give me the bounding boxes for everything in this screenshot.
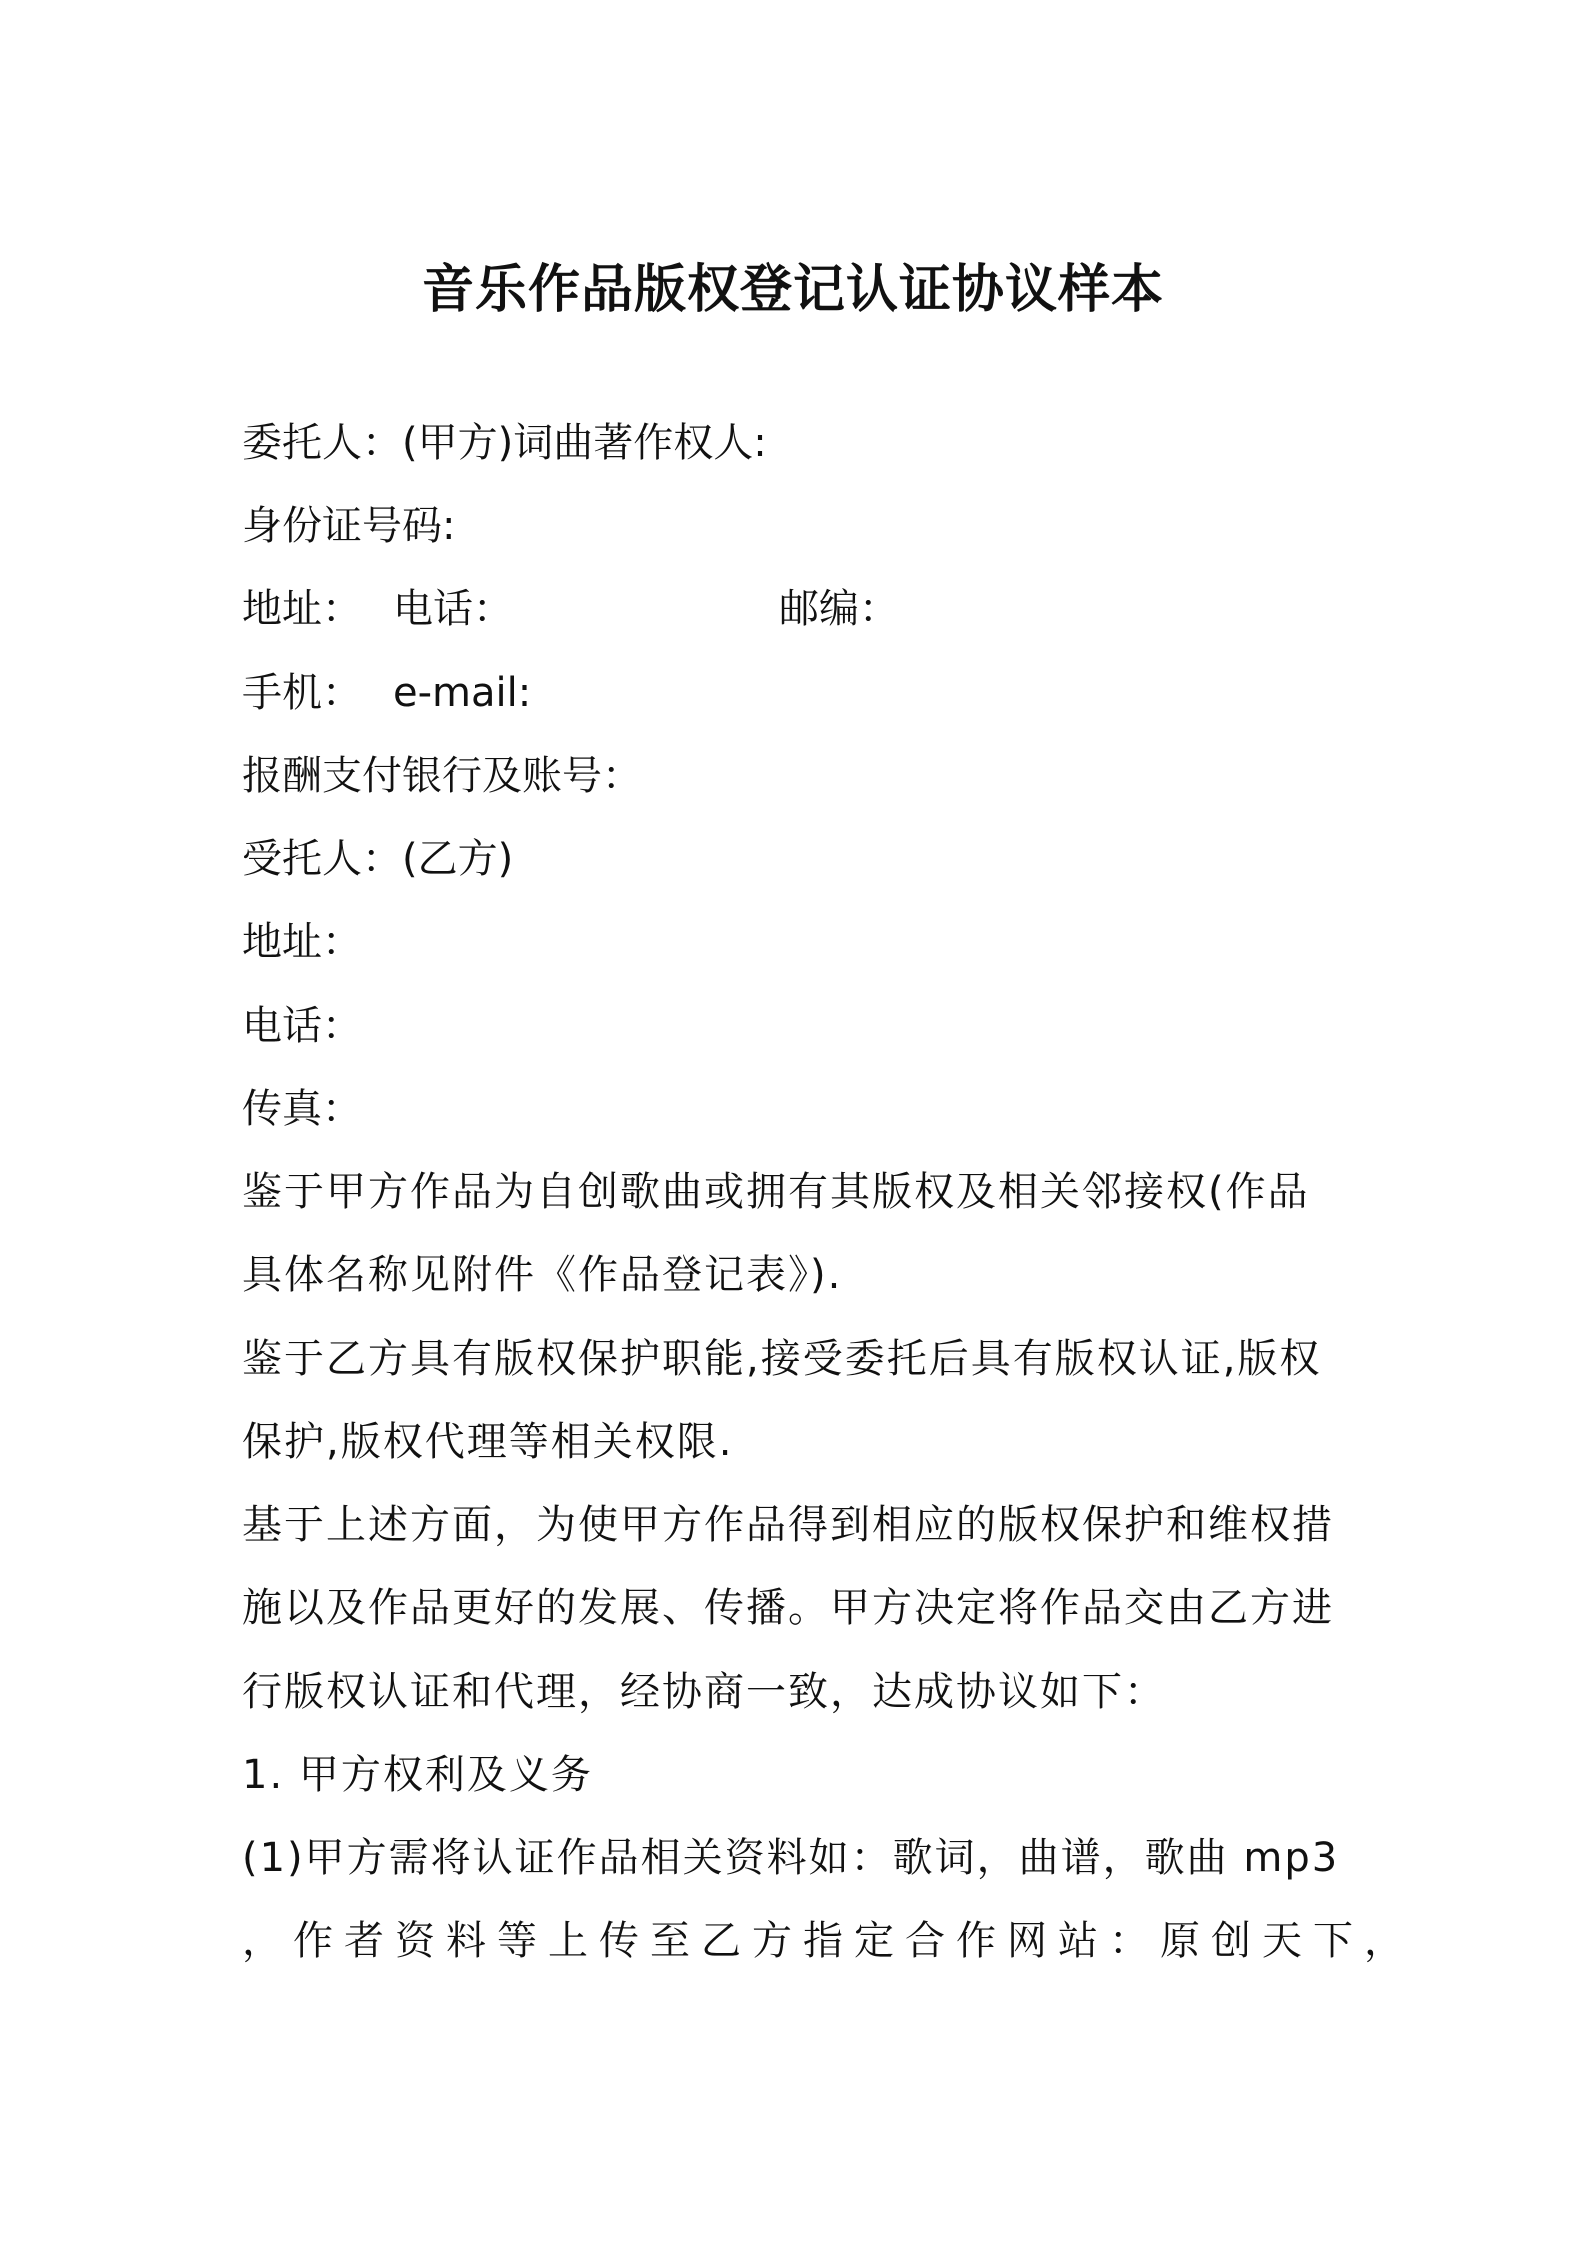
party-a-address-label: 地址：: [242, 586, 362, 632]
party-a-label: 委托人：(甲方)词曲著作权人:: [242, 420, 767, 466]
clause-1-line-1: (1)甲方需将认证作品相关资料如：歌词，曲谱，歌曲 mp3: [242, 1835, 1340, 1881]
paragraph-2-line-2: 保护,版权代理等相关权限.: [242, 1419, 734, 1465]
party-a-email-label: e-mail:: [393, 670, 532, 716]
paragraph-3-line-2: 施以及作品更好的发展、传播。甲方决定将作品交由乙方进: [242, 1585, 1334, 1631]
party-b-phone-label: 电话：: [242, 1003, 362, 1049]
party-b-address-label: 地址：: [242, 919, 362, 965]
clause-1-line-2: ，作者资料等上传至乙方指定合作网站：原创天下，: [242, 1918, 1415, 1964]
section-1-heading: 1. 甲方权利及义务: [242, 1752, 593, 1798]
party-a-mobile-label: 手机：: [242, 670, 362, 716]
party-a-phone-label: 电话：: [393, 586, 513, 632]
party-b-label: 受托人：(乙方): [242, 836, 514, 882]
paragraph-3-line-1: 基于上述方面，为使甲方作品得到相应的版权保护和维权措: [242, 1502, 1334, 1548]
document-title: 音乐作品版权登记认证协议样本: [421, 260, 1164, 320]
paragraph-2-line-1: 鉴于乙方具有版权保护职能,接受委托后具有版权认证,版权: [242, 1336, 1322, 1382]
bank-account-label: 报酬支付银行及账号：: [242, 753, 642, 799]
paragraph-1-line-2: 具体名称见附件《作品登记表》).: [242, 1252, 843, 1298]
id-number-label: 身份证号码:: [242, 503, 456, 549]
paragraph-1-line-1: 鉴于甲方作品为自创歌曲或拥有其版权及相关邻接权(作品: [242, 1169, 1310, 1215]
party-a-postcode-label: 邮编：: [779, 586, 899, 632]
paragraph-3-line-3: 行版权认证和代理，经协商一致，达成协议如下：: [242, 1669, 1166, 1715]
party-b-fax-label: 传真：: [242, 1086, 362, 1132]
